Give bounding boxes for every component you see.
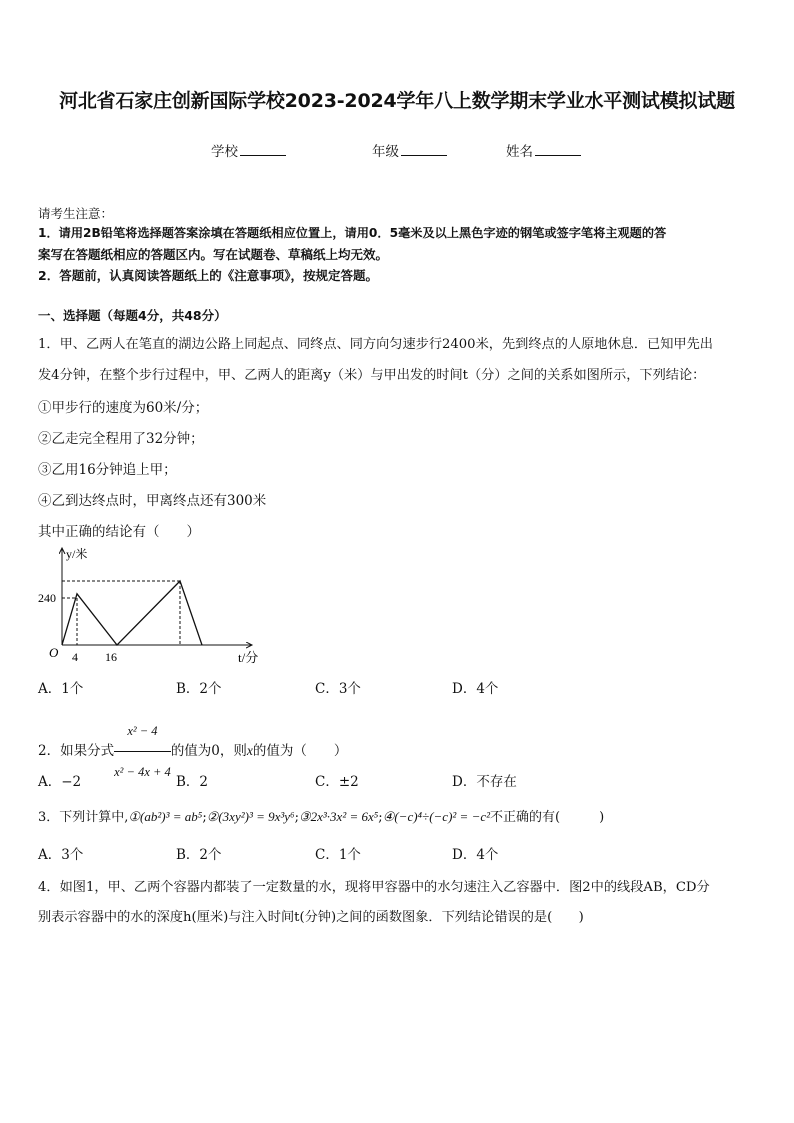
q3-pre: 3．下列计算中, (38, 810, 129, 825)
name-blank (535, 142, 581, 156)
origin-label: O (49, 645, 59, 660)
q1-statement-1: ①甲步行的速度为60米/分； (38, 400, 209, 416)
q3-option-b: B．2个 (176, 847, 222, 863)
notice-item-1-cont: 案写在答题纸相应的答题区内。写在试题卷、草稿纸上均无效。 (38, 247, 389, 262)
notice-item-2: 2．答题前，认真阅读答题纸上的《注意事项》，按规定答题。 (38, 268, 378, 283)
q2-denominator: x² − 4x + 4 (114, 765, 171, 779)
x-tick-16: 16 (105, 650, 117, 664)
q4-stem-line2: 别表示容器中的水的深度h(厘米)与注入时间t(分钟)之间的函数图象．下列结论错误的是( ) (38, 910, 584, 925)
q3-option-a: A．3个 (38, 847, 84, 863)
x-axis-label: t/分 (238, 650, 259, 665)
name-label: 姓名 (506, 144, 533, 160)
q2-post-b: 的值为（ ） (252, 743, 348, 759)
grade-field (372, 140, 447, 160)
name-field (506, 140, 581, 160)
notice-item-1: 1．请用2B铅笔将选择题答案涂填在答题纸相应位置上，请用0．5毫米及以上黑色字迹的钢笔或签字笔将主观题的答 (38, 226, 667, 240)
q2-post-a: 的值为0，则 (170, 743, 247, 759)
grade-label: 年级 (372, 144, 399, 160)
q2-pre: 2．如果分式 (38, 743, 115, 759)
q1-stem-line1: 1．甲、乙两人在笔直的湖边公路上同起点、同终点、同方向匀速步行2400米，先到终点的人原地休息．已知甲先出 (38, 337, 713, 352)
q1-graph (38, 540, 278, 670)
y-tick-240: 240 (38, 591, 56, 605)
grade-blank (401, 142, 447, 156)
q3-expr-2: ②(3xy²)³ = 9x³y⁶ (206, 809, 295, 824)
q2-option-c: C．±2 (315, 774, 359, 790)
q3-expr-3: ③2x³·3x² = 6x⁵ (298, 809, 379, 824)
q3-option-c: C．1个 (315, 847, 361, 863)
q3-expr-1: ①(ab²)³ = ab⁵ (128, 809, 203, 824)
school-blank (240, 142, 286, 156)
q1-statement-2: ②乙走完全程用了32分钟； (38, 431, 204, 447)
page-title: 河北省石家庄创新国际学校2023-2024学年八上数学期末学业水平测试模拟试题 (59, 90, 735, 112)
q1-option-b: B．2个 (176, 681, 222, 697)
q3-post: 不正确的有( ) (490, 810, 605, 825)
school-label: 学校 (211, 144, 238, 160)
q2-option-a: A．−2 (38, 774, 82, 790)
q2-numerator: x² − 4 (114, 712, 171, 752)
q3-expr-4: ④(−c)⁴÷(−c)² = −c² (382, 809, 491, 824)
q1-option-d: D．4个 (452, 681, 499, 697)
q3-stem: 3．下列计算中,①(ab²)³ = ab⁵;②(3xy²)³ = 9x³y⁶;③2x³·3x² = 6x⁵;④(−c)⁴÷(−c)² = −c²不正确的有( ) (38, 809, 605, 825)
x-tick-4: 4 (72, 650, 78, 664)
q1-option-c: C．3个 (315, 681, 361, 697)
q2-var: x (246, 743, 253, 758)
q1-stem-line2: 发4分钟，在整个步行过程中，甲、乙两人的距离y（米）与甲出发的时间t（分）之间的关系如图所示，下列结论： (38, 368, 706, 383)
q1-statement-3: ③乙用16分钟追上甲； (38, 462, 177, 478)
q1-option-a: A．1个 (38, 681, 84, 697)
series-line (62, 581, 202, 645)
q1-ask: 其中正确的结论有（ ） (38, 524, 200, 540)
q2-option-d: D．不存在 (452, 774, 517, 790)
q2-fraction (114, 712, 171, 791)
q2-option-b: B．2 (176, 774, 209, 790)
notice-heading: 请考生注意： (38, 206, 114, 221)
school-field (211, 140, 286, 160)
q4-stem-line1: 4．如图1，甲、乙两个容器内都装了一定数量的水，现将甲容器中的水匀速注入乙容器中．图2中的线段AB，CD分 (38, 880, 710, 895)
y-axis-label: y/米 (66, 547, 88, 561)
section-heading: 一、选择题（每题4分，共48分） (38, 308, 227, 323)
q1-statement-4: ④乙到达终点时，甲离终点还有300米 (38, 493, 267, 509)
q3-option-d: D．4个 (452, 847, 499, 863)
